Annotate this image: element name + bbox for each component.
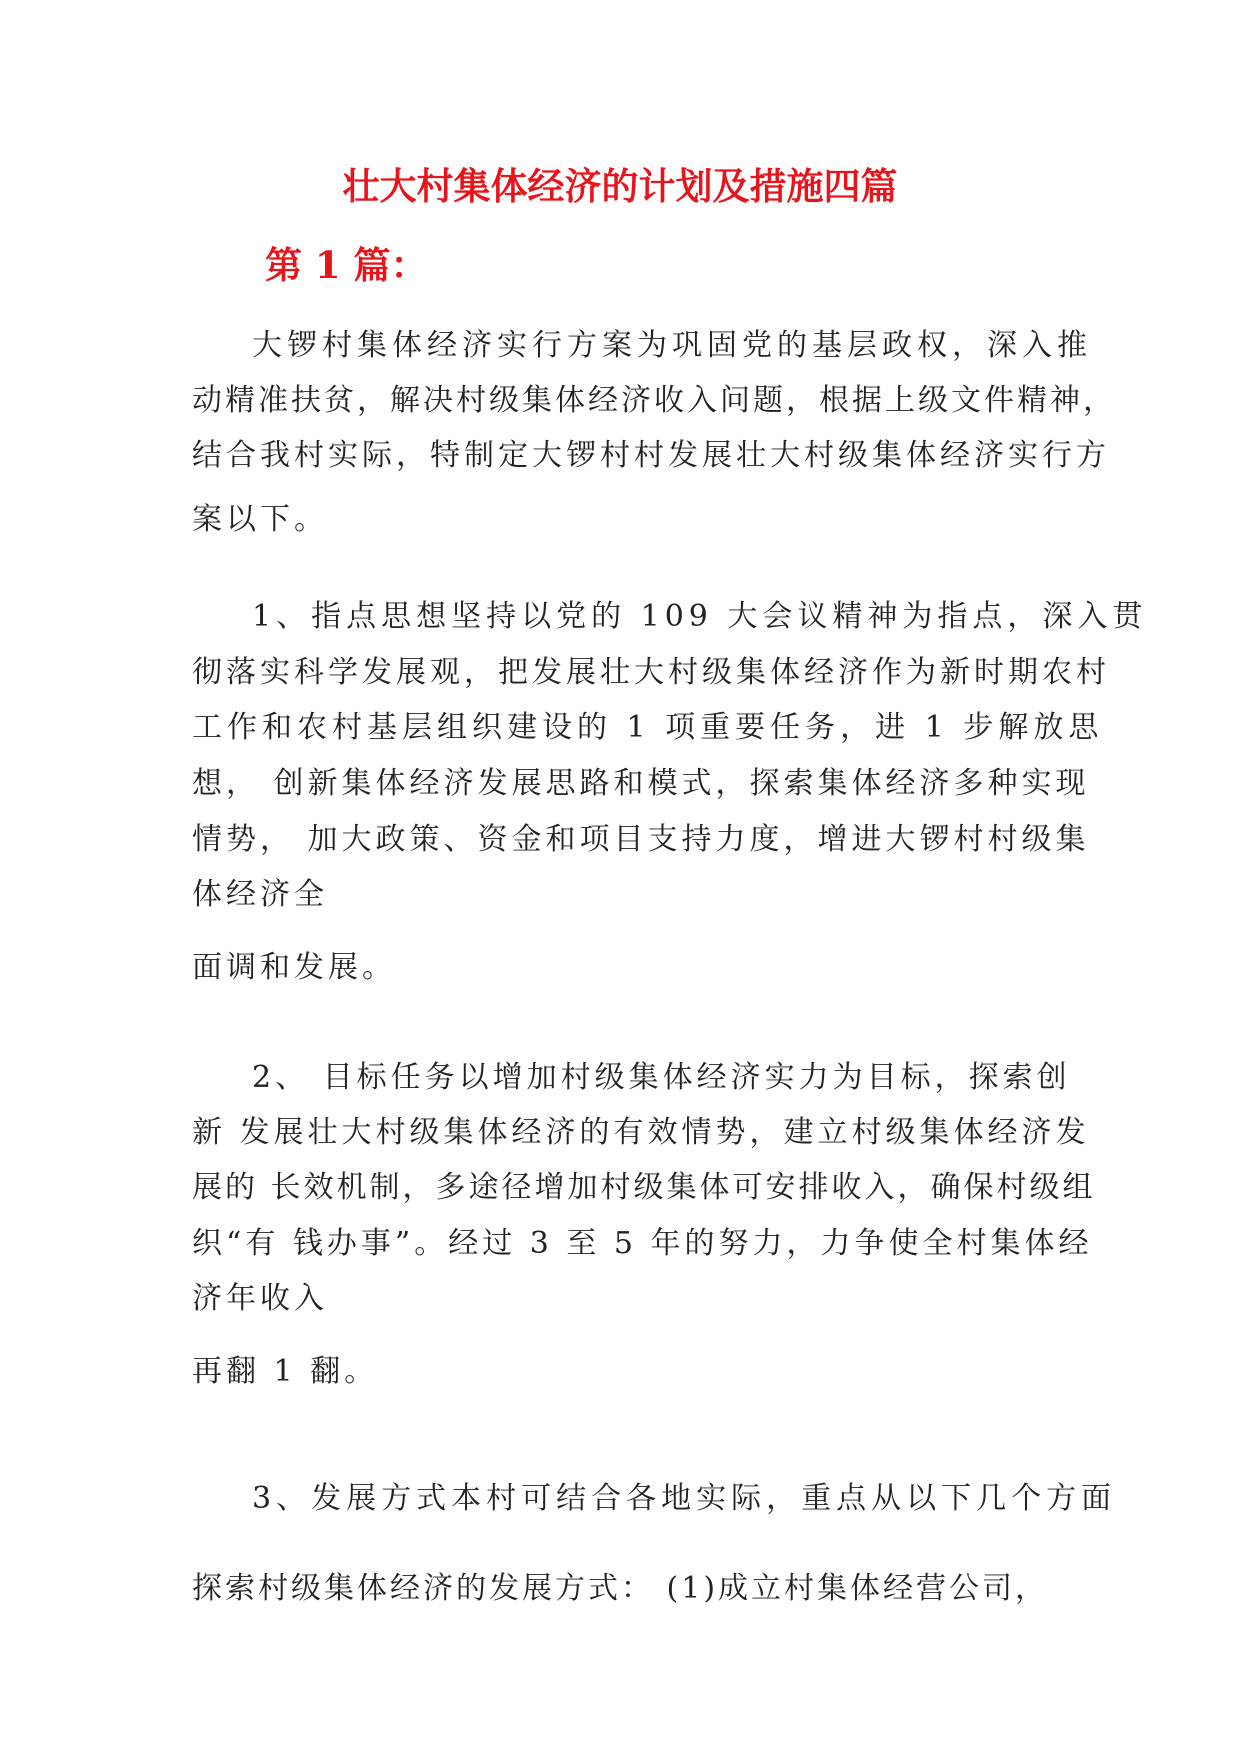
- paragraph-line: 案以下。: [192, 502, 328, 537]
- paragraph-line: 动精准扶贫，解决村级集体经济收入问题，根据上级文件精神，: [192, 383, 1116, 418]
- paragraph-line: 2、 目标任务以增加村级集体经济实力为目标，探索创: [252, 1060, 1071, 1095]
- document-title: 壮大村集体经济的计划及措施四篇: [342, 164, 898, 208]
- paragraph-line: 面调和发展。: [192, 950, 396, 985]
- section-heading: 第 1 篇：: [265, 243, 428, 287]
- paragraph-line: 想， 创新集体经济发展思路和模式，探索集体经济多种实现: [192, 766, 1090, 801]
- paragraph-line: 彻落实科学发展观，把发展壮大村级集体经济作为新时期农村: [192, 655, 1110, 690]
- paragraph-line: 体经济全: [192, 877, 328, 912]
- paragraph-line: 情势， 加大政策、资金和项目支持力度，增进大锣村村级集: [192, 822, 1090, 857]
- paragraph-line: 工作和农村基层组织建设的 1 项重要任务，进 1 步解放思: [192, 710, 1104, 745]
- paragraph-line: 济年收入: [192, 1281, 328, 1316]
- paragraph-line: 3、发展方式本村可结合各地实际，重点从以下几个方面: [252, 1481, 1117, 1516]
- paragraph-line: 新 发展壮大村级集体经济的有效情势，建立村级集体经济发: [192, 1115, 1090, 1150]
- paragraph-line: 再翻 1 翻。: [192, 1354, 379, 1389]
- paragraph-line: 1、指点思想坚持以党的 109 大会议精神为指点，深入贯: [252, 599, 1148, 634]
- paragraph-line: 织“有 钱办事”。经过 3 至 5 年的努力，力争使全村集体经: [192, 1226, 1093, 1261]
- paragraph-line: 探索村级集体经济的发展方式： (1)成立村集体经营公司，: [192, 1571, 1049, 1606]
- paragraph-line: 结合我村实际，特制定大锣村村发展壮大村级集体经济实行方: [192, 438, 1110, 473]
- paragraph-line: 大锣村集体经济实行方案为巩固党的基层政权，深入推: [252, 328, 1092, 363]
- paragraph-line: 展的 长效机制，多途径增加村级集体可安排收入，确保村级组: [192, 1170, 1096, 1205]
